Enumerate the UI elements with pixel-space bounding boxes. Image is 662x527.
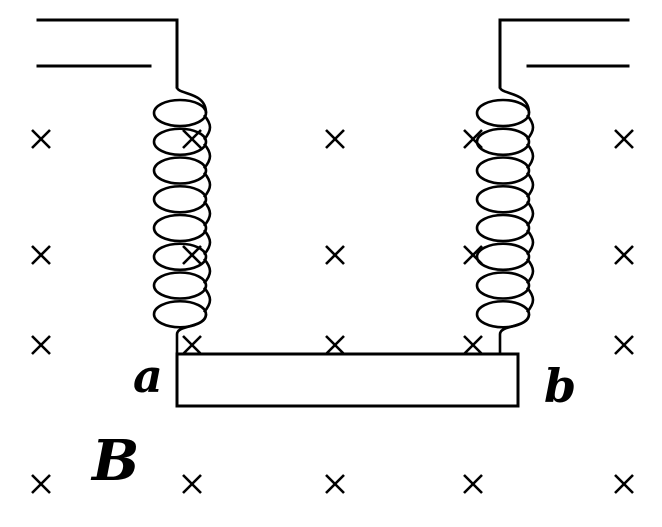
field-marker-cross	[615, 130, 633, 148]
spring-coil-loop	[477, 158, 529, 184]
field-marker-cross	[326, 475, 344, 493]
spring-coil-loop	[477, 186, 529, 212]
field-marker-cross	[326, 246, 344, 264]
left-spring	[154, 87, 210, 354]
field-marker-cross	[615, 336, 633, 354]
field-marker-cross	[32, 475, 50, 493]
field-marker-cross	[615, 246, 633, 264]
field-marker-cross	[32, 336, 50, 354]
spring-bottom-lead	[500, 314, 529, 354]
label-a: a	[133, 349, 163, 403]
label-magnetic-field: B	[92, 428, 140, 494]
spring-coil-loop	[477, 273, 529, 299]
field-marker-cross	[464, 130, 482, 148]
conducting-rod	[177, 354, 518, 406]
field-marker-cross	[326, 130, 344, 148]
spring-coil-loop	[477, 244, 529, 270]
field-marker-cross	[615, 475, 633, 493]
field-marker-cross	[183, 130, 201, 148]
field-marker-cross	[32, 130, 50, 148]
field-marker-cross	[32, 246, 50, 264]
spring-coil-loop	[154, 158, 206, 184]
right-support	[500, 20, 628, 87]
spring-coil-loop	[154, 186, 206, 212]
left-support	[38, 20, 177, 87]
field-marker-cross	[464, 336, 482, 354]
field-marker-cross	[326, 336, 344, 354]
spring-coil-loop	[477, 129, 529, 155]
field-marker-cross	[183, 475, 201, 493]
field-marker-cross	[464, 246, 482, 264]
field-marker-cross	[183, 336, 201, 354]
label-b: b	[544, 359, 577, 413]
field-marker-cross	[183, 246, 201, 264]
spring-bottom-lead	[177, 314, 206, 354]
field-marker-cross	[464, 475, 482, 493]
spring-coil-loop	[154, 273, 206, 299]
spring-coil-loop	[154, 215, 206, 241]
spring-coil-loop	[477, 215, 529, 241]
right-spring	[477, 87, 533, 354]
spring-coil-loop	[477, 100, 529, 126]
spring-coil-loop	[154, 100, 206, 126]
